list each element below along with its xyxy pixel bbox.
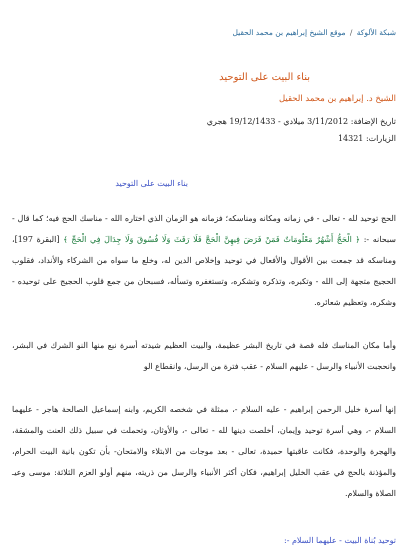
article-title: بناء البيت على التوحيد	[219, 72, 310, 83]
article-subheading: بناء البيت على التوحيد	[115, 179, 188, 188]
paragraph-1-part-a: الحج توحيد لله - تعالى - في زمانه ومكانه ومناسكه؛ فزمانه هو الزمان الذي اختاره الله - مناسك الحج فيه؛ كما قال - سبحانه -:	[12, 214, 396, 244]
breadcrumb-separator: /	[349, 28, 353, 37]
breadcrumb	[24, 28, 396, 37]
breadcrumb-section-link[interactable]: موقع الشيخ إبراهيم بن محمد الحقيل	[232, 28, 346, 37]
breadcrumb-site-link[interactable]: شبكة الألوكة	[356, 28, 396, 37]
section-heading: توحيد بُناة البيت - عليهما السلام -:	[284, 536, 396, 545]
paragraph-3: إنها أسرة خليل الرحمن إبراهيم - عليه السلام -، ممثلة في شخصه الكريم، وابنه إسماعيل الصالحة هاجر - عليهما السلام -، وهي أسرة توحيد وإيمان، أخلصت دينها لله - تعالى -، والأوثان، وتحملت في سبيل ذلك العنت والمشقة، والهجرة والوحدة، فكانت عاقبتها حميدة، تعالى - بعد موجات من الابتلاء والامتحان- بأن تكون بانية البيت الحرام، والمؤذنة بالحج في عقب الخليل إبراهيم، فكان أكثر الأنبياء والرسل من ذريته، منهم أولو العزم الثلاثة: موسى وعيـ الصلاة والسلام.	[12, 405, 397, 498]
publish-date-value: 3/11/2012 ميلادي - 19/12/1433 هجري	[206, 117, 349, 126]
paragraph-2: وأما مكان المناسك فله قصة في تاريخ البشر عظيمة، والبيت العظيم شيدته أسرة نبع منها النو الشرك في البشر، وانحجبت الأنبياء والرسل - عليهم السلام - عقب فترة من الرسل، وانقطاع الو	[12, 341, 396, 371]
publish-date-label: تاريخ الإضافة:	[350, 117, 396, 126]
paragraph-1-part-b: [البقرة 197]، ومناسكه قد جمعت بين الأقوال والأفعال في توحيد وإخلاص الدين له، وخلع ما سواه من الشركاء والأنداد، فقلوب الحجيج متجهة إلى الله - وتكبره، وتذكره وتشكره، وتستغفره وتسأله، فسبحان من جمع قلوب الحجيج على توحيده - وشكره، وتعظيم شعائره.	[12, 235, 396, 307]
visits-value: 14321	[337, 134, 364, 143]
visits-count	[338, 134, 396, 143]
visits-label: الزيارات:	[365, 134, 396, 143]
article-body	[12, 208, 396, 526]
publish-date	[207, 117, 396, 126]
quran-quote: ﴿ الْحَجُّ أَشْهُرٌ مَعْلُومَاتٌ فَمَنْ فَرَضَ فِيهِنَّ الْحَجَّ فَلَا رَفَثَ وَلَا فُسُوقَ وَلَا جِدَالَ فِي الْحَجِّ ﴾	[63, 235, 361, 244]
paragraph-1	[12, 208, 396, 313]
article-author[interactable]: الشيخ د. إبراهيم بن محمد الحقيل	[278, 94, 396, 104]
